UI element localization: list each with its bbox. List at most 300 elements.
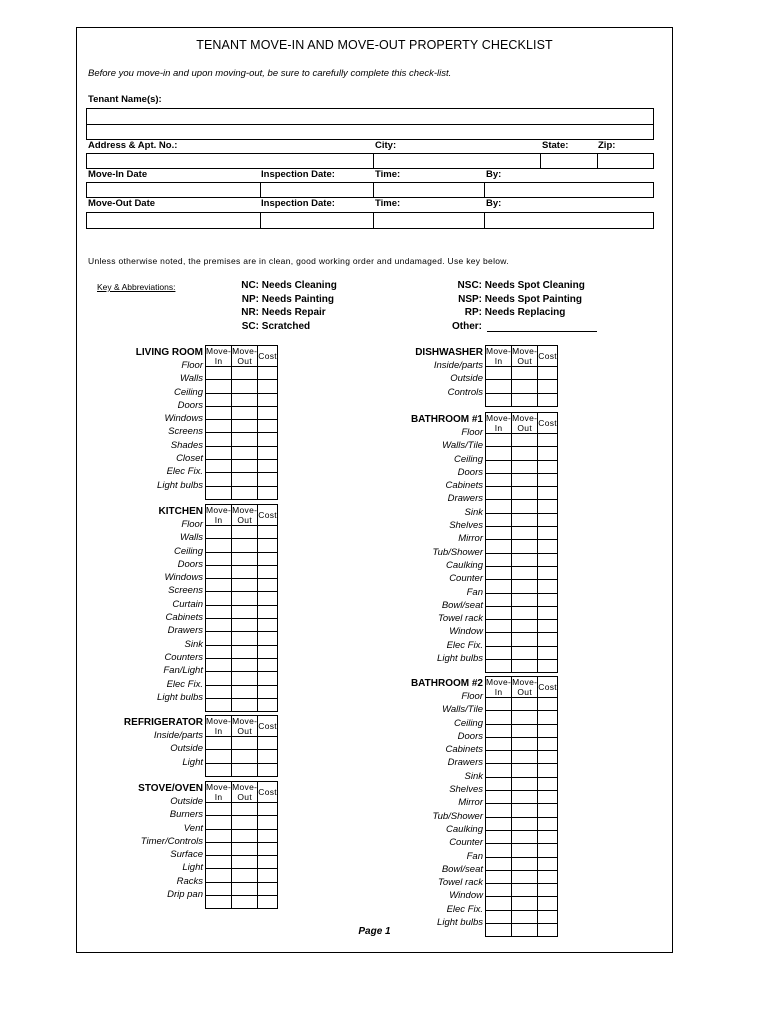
item-label: Drawers: [167, 625, 203, 637]
item-labels: [357, 690, 483, 929]
move-in-cell[interactable]: [206, 842, 232, 855]
move-in-cell[interactable]: [206, 698, 232, 711]
move-out-cell[interactable]: [232, 645, 258, 658]
move-in-cell[interactable]: [486, 380, 512, 393]
move-out-cell[interactable]: [512, 566, 538, 579]
move-out-cell[interactable]: [512, 620, 538, 633]
move-in-cell[interactable]: [206, 393, 232, 406]
move-out-inspection-field[interactable]: [260, 212, 374, 229]
table-row: [486, 633, 558, 646]
move-in-cell[interactable]: [486, 393, 512, 406]
table-row: [206, 619, 278, 632]
move-out-by-field[interactable]: [484, 212, 654, 229]
move-out-cell[interactable]: [512, 764, 538, 777]
cost-cell[interactable]: [538, 487, 558, 500]
move-out-cell[interactable]: [512, 367, 538, 380]
cost-cell[interactable]: [258, 698, 278, 711]
table-row: [486, 393, 558, 406]
cost-cell[interactable]: [258, 882, 278, 895]
move-out-cell[interactable]: [232, 367, 258, 380]
cost-cell[interactable]: [258, 565, 278, 578]
move-in-cell[interactable]: [486, 500, 512, 513]
table-row: [486, 804, 558, 817]
table-row: [206, 803, 278, 816]
move-out-cell[interactable]: [232, 592, 258, 605]
move-in-cell[interactable]: [486, 367, 512, 380]
column-header: Move-Out: [512, 677, 538, 697]
move-out-cell[interactable]: [512, 380, 538, 393]
move-out-cell[interactable]: [232, 882, 258, 895]
item-label: Window: [449, 890, 483, 902]
move-in-cell[interactable]: [206, 380, 232, 393]
move-in-cell[interactable]: [486, 737, 512, 750]
move-out-cell[interactable]: [232, 842, 258, 855]
item-label: Drawers: [447, 757, 483, 769]
move-in-cell[interactable]: [206, 856, 232, 869]
cost-cell[interactable]: [258, 526, 278, 539]
city-field[interactable]: [373, 153, 541, 169]
move-out-cell[interactable]: [232, 526, 258, 539]
move-out-cell[interactable]: [512, 646, 538, 659]
move-in-cell[interactable]: [486, 473, 512, 486]
cost-cell[interactable]: [538, 553, 558, 566]
move-in-cell[interactable]: [486, 593, 512, 606]
move-out-cell[interactable]: [232, 473, 258, 486]
move-in-date-label: Move-In Date: [88, 169, 148, 180]
move-in-cell[interactable]: [486, 910, 512, 923]
cost-cell[interactable]: [258, 896, 278, 909]
move-out-cell[interactable]: [512, 698, 538, 711]
column-header: Move-In: [486, 346, 512, 366]
cost-cell[interactable]: [538, 500, 558, 513]
move-out-cell[interactable]: [232, 698, 258, 711]
cost-cell[interactable]: [258, 619, 278, 632]
move-in-cell[interactable]: [206, 882, 232, 895]
move-in-cell[interactable]: [206, 526, 232, 539]
move-in-cell[interactable]: [206, 869, 232, 882]
move-out-cell[interactable]: [512, 751, 538, 764]
cost-cell[interactable]: [258, 803, 278, 816]
move-in-cell[interactable]: [206, 803, 232, 816]
move-out-cell[interactable]: [232, 380, 258, 393]
item-label: Fan/Light: [163, 665, 203, 677]
item-label: Mirror: [458, 797, 483, 809]
move-out-cell[interactable]: [512, 910, 538, 923]
move-out-cell[interactable]: [232, 605, 258, 618]
move-out-cell[interactable]: [232, 803, 258, 816]
cost-cell[interactable]: [538, 857, 558, 870]
move-in-cell[interactable]: [486, 660, 512, 673]
item-label: Cabinets: [445, 744, 483, 756]
move-out-cell[interactable]: [232, 896, 258, 909]
section-title: KITCHEN: [158, 506, 203, 517]
move-in-cell[interactable]: [486, 553, 512, 566]
table-row: [206, 842, 278, 855]
move-in-cell[interactable]: [206, 750, 232, 763]
cost-cell[interactable]: [538, 711, 558, 724]
move-out-cell[interactable]: [232, 869, 258, 882]
cost-cell[interactable]: [258, 672, 278, 685]
move-out-date-field[interactable]: [86, 212, 261, 229]
move-in-cell[interactable]: [206, 486, 232, 499]
cost-cell[interactable]: [538, 660, 558, 673]
cost-cell[interactable]: [258, 869, 278, 882]
item-label: Windows: [164, 572, 203, 584]
cost-cell[interactable]: [258, 406, 278, 419]
column-header: Move-In: [486, 677, 512, 697]
move-out-cell[interactable]: [512, 606, 538, 619]
move-out-time-field[interactable]: [373, 212, 485, 229]
move-in-cell[interactable]: [486, 804, 512, 817]
move-in-cell[interactable]: [486, 620, 512, 633]
item-label: Curtain: [172, 598, 203, 610]
move-in-cell[interactable]: [206, 896, 232, 909]
cost-cell[interactable]: [258, 552, 278, 565]
cost-cell[interactable]: [258, 816, 278, 829]
item-label: Cabinets: [165, 612, 203, 624]
cost-cell[interactable]: [258, 750, 278, 763]
cost-cell[interactable]: [538, 737, 558, 750]
move-in-cell[interactable]: [206, 816, 232, 829]
move-out-cell[interactable]: [512, 804, 538, 817]
cost-cell[interactable]: [538, 527, 558, 540]
move-out-cell[interactable]: [232, 406, 258, 419]
cost-cell[interactable]: [258, 486, 278, 499]
move-in-cell[interactable]: [206, 619, 232, 632]
cost-cell[interactable]: [258, 829, 278, 842]
move-in-cell[interactable]: [206, 446, 232, 459]
table-row: [206, 645, 278, 658]
cost-cell[interactable]: [258, 592, 278, 605]
move-in-cell[interactable]: [486, 777, 512, 790]
move-in-cell[interactable]: [206, 367, 232, 380]
move-in-cell[interactable]: [206, 737, 232, 750]
move-in-cell[interactable]: [486, 857, 512, 870]
table-row: [486, 698, 558, 711]
move-in-cell[interactable]: [486, 633, 512, 646]
move-in-cell[interactable]: [206, 406, 232, 419]
move-in-date-field[interactable]: [86, 182, 261, 198]
move-out-cell[interactable]: [512, 553, 538, 566]
column-header: Move-Out: [232, 782, 258, 802]
move-out-cell[interactable]: [512, 487, 538, 500]
move-in-cell[interactable]: [206, 672, 232, 685]
cost-cell[interactable]: [538, 473, 558, 486]
move-out-cell[interactable]: [512, 870, 538, 883]
move-out-cell[interactable]: [512, 724, 538, 737]
move-out-cell[interactable]: [232, 763, 258, 776]
move-out-cell[interactable]: [512, 393, 538, 406]
move-out-cell[interactable]: [512, 660, 538, 673]
cost-cell[interactable]: [258, 579, 278, 592]
move-in-cell[interactable]: [486, 580, 512, 593]
move-in-cell[interactable]: [486, 844, 512, 857]
move-out-cell[interactable]: [232, 420, 258, 433]
move-in-inspection-field[interactable]: [260, 182, 374, 198]
move-in-cell[interactable]: [206, 473, 232, 486]
cost-cell[interactable]: [538, 606, 558, 619]
item-label: Sink: [464, 770, 483, 782]
move-in-cell[interactable]: [206, 685, 232, 698]
tenant-name-field-1[interactable]: [86, 108, 654, 125]
cost-cell[interactable]: [538, 620, 558, 633]
move-in-cell[interactable]: [206, 605, 232, 618]
column-header: Cost: [538, 677, 558, 698]
move-in-cell[interactable]: [206, 763, 232, 776]
cost-cell[interactable]: [258, 605, 278, 618]
move-in-by-field[interactable]: [484, 182, 654, 198]
cost-cell[interactable]: [258, 856, 278, 869]
table-row: [486, 620, 558, 633]
move-in-cell[interactable]: [486, 646, 512, 659]
item-label: Elec Fix.: [166, 466, 203, 478]
cost-cell[interactable]: [258, 380, 278, 393]
move-in-cell[interactable]: [206, 565, 232, 578]
move-in-cell[interactable]: [486, 698, 512, 711]
item-label: Window: [449, 626, 483, 638]
cost-cell[interactable]: [258, 539, 278, 552]
cost-cell[interactable]: [258, 393, 278, 406]
move-in-time-label: Time:: [375, 169, 401, 180]
move-out-cell[interactable]: [512, 593, 538, 606]
cost-cell[interactable]: [258, 433, 278, 446]
move-out-cell[interactable]: [512, 884, 538, 897]
item-label: Elec Fix.: [446, 903, 483, 915]
cost-cell[interactable]: [258, 460, 278, 473]
table-row: [206, 632, 278, 645]
move-in-cell[interactable]: [486, 460, 512, 473]
move-out-cell[interactable]: [512, 473, 538, 486]
move-in-cell[interactable]: [206, 645, 232, 658]
table-row: [206, 433, 278, 446]
item-label: Walls/Tile: [442, 440, 483, 452]
condition-note: Unless otherwise noted, the premises are in clean, good working order and undamaged. Use key below.: [88, 256, 509, 266]
move-out-cell[interactable]: [232, 552, 258, 565]
move-out-cell[interactable]: [512, 460, 538, 473]
move-out-cell[interactable]: [512, 447, 538, 460]
cost-cell[interactable]: [258, 842, 278, 855]
cost-cell[interactable]: [258, 473, 278, 486]
cost-cell[interactable]: [538, 804, 558, 817]
move-in-by-label: By:: [486, 169, 502, 180]
move-in-cell[interactable]: [206, 552, 232, 565]
move-in-cell[interactable]: [486, 791, 512, 804]
move-out-cell[interactable]: [232, 816, 258, 829]
cost-cell[interactable]: [258, 763, 278, 776]
move-out-cell[interactable]: [232, 685, 258, 698]
key-item-sc: SC: Scratched: [241, 320, 311, 332]
item-label: Light bulbs: [437, 653, 483, 665]
cost-cell[interactable]: [258, 446, 278, 459]
move-out-cell[interactable]: [232, 632, 258, 645]
move-in-cell[interactable]: [486, 606, 512, 619]
cost-cell[interactable]: [538, 870, 558, 883]
move-out-cell[interactable]: [232, 486, 258, 499]
move-in-cell[interactable]: [206, 420, 232, 433]
item-label: Timer/Controls: [140, 835, 203, 847]
cost-cell[interactable]: [258, 645, 278, 658]
cost-cell[interactable]: [538, 633, 558, 646]
move-out-cell[interactable]: [512, 540, 538, 553]
table-row: [486, 660, 558, 673]
cost-cell[interactable]: [538, 593, 558, 606]
cost-cell[interactable]: [538, 777, 558, 790]
key-item-np: NP: Needs Painting: [241, 293, 335, 305]
address-field[interactable]: [86, 153, 374, 169]
move-out-cell[interactable]: [232, 539, 258, 552]
cost-cell[interactable]: [538, 791, 558, 804]
move-in-cell[interactable]: [486, 711, 512, 724]
item-label: Fan: [466, 850, 483, 862]
move-in-cell[interactable]: [486, 870, 512, 883]
move-in-cell[interactable]: [486, 540, 512, 553]
table-row: [206, 393, 278, 406]
item-label: Inside/parts: [153, 730, 203, 741]
table-row: [206, 420, 278, 433]
cost-cell[interactable]: [258, 367, 278, 380]
move-out-cell[interactable]: [232, 737, 258, 750]
column-header: Move-Out: [512, 413, 538, 433]
cost-cell[interactable]: [538, 751, 558, 764]
cost-cell[interactable]: [538, 724, 558, 737]
item-label: Outside: [170, 796, 203, 807]
cost-cell[interactable]: [258, 737, 278, 750]
cost-cell[interactable]: [538, 817, 558, 830]
move-in-cell[interactable]: [486, 447, 512, 460]
cost-cell[interactable]: [538, 460, 558, 473]
table-row: [206, 763, 278, 776]
move-in-cell[interactable]: [486, 817, 512, 830]
item-label: Shelves: [449, 784, 483, 796]
column-header: Cost: [258, 505, 278, 526]
move-out-cell[interactable]: [512, 844, 538, 857]
table-row: [206, 460, 278, 473]
tenant-name-field-2[interactable]: [86, 124, 654, 140]
table-row: [486, 817, 558, 830]
move-in-cell[interactable]: [486, 897, 512, 910]
cost-cell[interactable]: [258, 632, 278, 645]
cost-cell[interactable]: [258, 658, 278, 671]
table-row: [206, 526, 278, 539]
move-in-cell[interactable]: [206, 460, 232, 473]
move-out-cell[interactable]: [512, 527, 538, 540]
move-in-cell[interactable]: [486, 487, 512, 500]
move-in-cell[interactable]: [206, 539, 232, 552]
move-out-cell[interactable]: [232, 672, 258, 685]
cost-cell[interactable]: [538, 380, 558, 393]
move-out-cell[interactable]: [232, 433, 258, 446]
cost-cell[interactable]: [538, 540, 558, 553]
cost-cell[interactable]: [258, 420, 278, 433]
item-label: Walls/Tile: [442, 704, 483, 716]
move-out-cell[interactable]: [232, 750, 258, 763]
move-out-cell[interactable]: [232, 829, 258, 842]
table-row: [486, 593, 558, 606]
move-out-cell[interactable]: [512, 500, 538, 513]
move-out-cell[interactable]: [512, 737, 538, 750]
cost-cell[interactable]: [538, 897, 558, 910]
move-in-cell[interactable]: [486, 764, 512, 777]
move-in-cell[interactable]: [206, 632, 232, 645]
other-line[interactable]: [487, 322, 597, 332]
zip-field[interactable]: [597, 153, 654, 169]
move-in-cell[interactable]: [486, 527, 512, 540]
move-out-cell[interactable]: [232, 460, 258, 473]
cost-cell[interactable]: [538, 566, 558, 579]
move-out-cell[interactable]: [512, 817, 538, 830]
cost-cell[interactable]: [538, 367, 558, 380]
cost-cell[interactable]: [538, 910, 558, 923]
checklist-grid: [205, 504, 278, 712]
move-out-cell[interactable]: [512, 857, 538, 870]
move-out-cell[interactable]: [512, 513, 538, 526]
column-header: Cost: [538, 346, 558, 367]
cost-cell[interactable]: [538, 698, 558, 711]
cost-cell[interactable]: [538, 646, 558, 659]
table-row: [206, 380, 278, 393]
move-out-cell[interactable]: [512, 897, 538, 910]
move-in-cell[interactable]: [486, 884, 512, 897]
table-row: [206, 473, 278, 486]
move-out-cell[interactable]: [512, 777, 538, 790]
move-out-cell[interactable]: [232, 658, 258, 671]
column-header: Move-In: [206, 505, 232, 525]
move-in-cell[interactable]: [486, 566, 512, 579]
move-out-cell[interactable]: [232, 619, 258, 632]
move-out-cell[interactable]: [232, 446, 258, 459]
move-out-cell[interactable]: [232, 579, 258, 592]
move-out-cell[interactable]: [232, 393, 258, 406]
table-row: [206, 367, 278, 380]
move-in-cell[interactable]: [486, 724, 512, 737]
table-row: [486, 367, 558, 380]
move-out-cell[interactable]: [232, 856, 258, 869]
move-out-cell[interactable]: [232, 565, 258, 578]
cost-cell[interactable]: [538, 447, 558, 460]
cost-cell[interactable]: [538, 393, 558, 406]
cost-cell[interactable]: [538, 580, 558, 593]
move-in-cell[interactable]: [206, 658, 232, 671]
move-out-cell[interactable]: [512, 580, 538, 593]
move-in-cell[interactable]: [206, 433, 232, 446]
move-out-cell[interactable]: [512, 791, 538, 804]
cost-cell[interactable]: [538, 513, 558, 526]
state-field[interactable]: [540, 153, 598, 169]
move-in-cell[interactable]: [486, 830, 512, 843]
move-in-cell[interactable]: [206, 592, 232, 605]
item-label: Closet: [176, 453, 203, 465]
move-out-cell[interactable]: [512, 830, 538, 843]
move-in-cell[interactable]: [206, 829, 232, 842]
move-out-cell[interactable]: [512, 711, 538, 724]
move-in-cell[interactable]: [486, 434, 512, 447]
table-row: [486, 737, 558, 750]
move-in-cell[interactable]: [486, 513, 512, 526]
cost-cell[interactable]: [538, 884, 558, 897]
cost-cell[interactable]: [258, 685, 278, 698]
table-row: [206, 685, 278, 698]
move-out-cell[interactable]: [512, 434, 538, 447]
city-label: City:: [375, 140, 397, 151]
cost-cell[interactable]: [538, 830, 558, 843]
move-in-time-field[interactable]: [373, 182, 485, 198]
cost-cell[interactable]: [538, 434, 558, 447]
cost-cell[interactable]: [538, 844, 558, 857]
cost-cell[interactable]: [538, 764, 558, 777]
move-in-cell[interactable]: [486, 751, 512, 764]
move-out-cell[interactable]: [512, 633, 538, 646]
move-in-cell[interactable]: [206, 579, 232, 592]
